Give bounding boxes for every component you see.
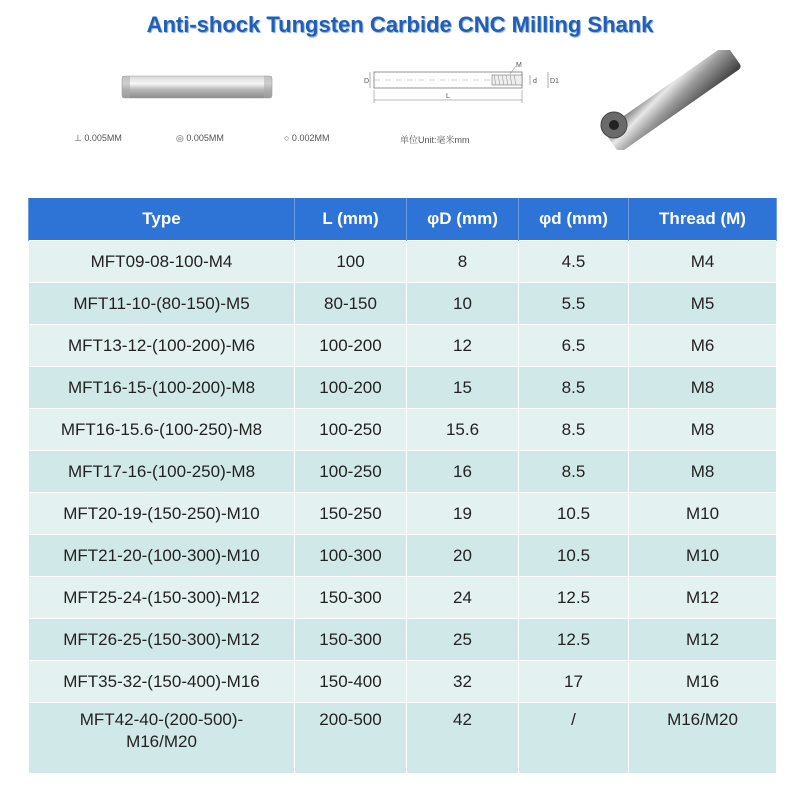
- cell-thread: M10: [629, 493, 777, 535]
- cell-length: 100-250: [295, 409, 407, 451]
- cell-shank-diameter: 12: [407, 325, 519, 367]
- cell-bore-diameter: 12.5: [519, 619, 629, 661]
- cell-bore-diameter: 10.5: [519, 493, 629, 535]
- tolerance-perpendicularity: ⊥ 0.005MM: [74, 133, 122, 143]
- table-row: [29, 619, 777, 661]
- table-row: [29, 325, 777, 367]
- cell-type: MFT11-10-(80-150)-M5: [29, 283, 295, 325]
- table-header-row: [29, 198, 777, 241]
- cell-shank-diameter: 15.6: [407, 409, 519, 451]
- table-row: [29, 283, 777, 325]
- product-figures: [0, 50, 800, 170]
- header-shank-diameter: φD (mm): [407, 198, 519, 241]
- cell-shank-diameter: 8: [407, 241, 519, 283]
- cell-bore-diameter: 17: [519, 661, 629, 703]
- cell-length: 150-250: [295, 493, 407, 535]
- cell-shank-diameter: 15: [407, 367, 519, 409]
- cell-thread: M12: [629, 619, 777, 661]
- header-bore-diameter: φd (mm): [519, 198, 629, 241]
- cell-thread: M10: [629, 535, 777, 577]
- cell-length: 150-300: [295, 577, 407, 619]
- drawing-label-M: M: [516, 62, 522, 69]
- cell-thread: M8: [629, 451, 777, 493]
- cell-length: 100-300: [295, 535, 407, 577]
- cell-thread: M16: [629, 661, 777, 703]
- shank-side-view-image: [118, 68, 278, 108]
- spec-table: [28, 198, 777, 774]
- unit-note: 单位Unit:毫米mm: [400, 135, 470, 145]
- cell-shank-diameter: 10: [407, 283, 519, 325]
- cell-thread: M8: [629, 367, 777, 409]
- cell-bore-diameter: 10.5: [519, 535, 629, 577]
- table-row: [29, 367, 777, 409]
- cell-length: 100-250: [295, 451, 407, 493]
- header-length: L (mm): [295, 198, 407, 241]
- cell-length: 150-300: [295, 619, 407, 661]
- cell-type: MFT26-25-(150-300)-M12: [29, 619, 295, 661]
- cell-bore-diameter: 8.5: [519, 409, 629, 451]
- cell-shank-diameter: 32: [407, 661, 519, 703]
- cell-shank-diameter: 24: [407, 577, 519, 619]
- cell-type: MFT16-15.6-(100-250)-M8: [29, 409, 295, 451]
- header-type: Type: [29, 198, 295, 241]
- page-title: Anti-shock Tungsten Carbide CNC Milling Shank: [146, 12, 654, 37]
- cell-length: 200-500: [295, 703, 407, 774]
- tolerance-roundness: ○ 0.002MM: [284, 133, 330, 143]
- table-row: [29, 493, 777, 535]
- cell-shank-diameter: 16: [407, 451, 519, 493]
- cell-type: MFT35-32-(150-400)-M16: [29, 661, 295, 703]
- cell-thread: M16/M20: [629, 703, 777, 774]
- cell-shank-diameter: 25: [407, 619, 519, 661]
- cell-thread: M12: [629, 577, 777, 619]
- table-row: [29, 409, 777, 451]
- cell-bore-diameter: 5.5: [519, 283, 629, 325]
- cell-length: 100: [295, 241, 407, 283]
- cell-type: MFT17-16-(100-250)-M8: [29, 451, 295, 493]
- cell-bore-diameter: 4.5: [519, 241, 629, 283]
- drawing-label-d: d: [533, 78, 537, 85]
- cell-type: MFT20-19-(150-250)-M10: [29, 493, 295, 535]
- table-row: [29, 661, 777, 703]
- cell-thread: M8: [629, 409, 777, 451]
- cell-type: MFT21-20-(100-300)-M10: [29, 535, 295, 577]
- cell-bore-diameter: /: [519, 703, 629, 774]
- shank-angled-view-image: [596, 50, 746, 150]
- table-row: [29, 241, 777, 283]
- cell-length: 80-150: [295, 283, 407, 325]
- drawing-label-D1: D1: [550, 78, 559, 85]
- cell-type: MFT13-12-(100-200)-M6: [29, 325, 295, 367]
- cell-type: MFT42-40-(200-500)-M16/M20: [29, 703, 295, 774]
- cell-type: MFT09-08-100-M4: [29, 241, 295, 283]
- table-row: [29, 577, 777, 619]
- cell-thread: M4: [629, 241, 777, 283]
- table-row: [29, 535, 777, 577]
- cell-bore-diameter: 12.5: [519, 577, 629, 619]
- drawing-label-L: L: [446, 93, 450, 100]
- drawing-label-D: D: [364, 78, 370, 85]
- cell-shank-diameter: 42: [407, 703, 519, 774]
- tolerance-concentricity: ◎ 0.005MM: [176, 133, 224, 143]
- spec-table-wrapper: [28, 198, 776, 774]
- cell-bore-diameter: 6.5: [519, 325, 629, 367]
- cell-length: 150-400: [295, 661, 407, 703]
- cell-bore-diameter: 8.5: [519, 367, 629, 409]
- cell-thread: M6: [629, 325, 777, 367]
- table-row: [29, 703, 777, 774]
- shank-technical-drawing: [360, 60, 560, 108]
- cell-bore-diameter: 8.5: [519, 451, 629, 493]
- cell-type: MFT16-15-(100-200)-M8: [29, 367, 295, 409]
- cell-length: 100-200: [295, 367, 407, 409]
- cell-shank-diameter: 19: [407, 493, 519, 535]
- cell-length: 100-200: [295, 325, 407, 367]
- table-row: [29, 451, 777, 493]
- cell-shank-diameter: 20: [407, 535, 519, 577]
- header-thread: Thread (M): [629, 198, 777, 241]
- cell-type: MFT25-24-(150-300)-M12: [29, 577, 295, 619]
- cell-thread: M5: [629, 283, 777, 325]
